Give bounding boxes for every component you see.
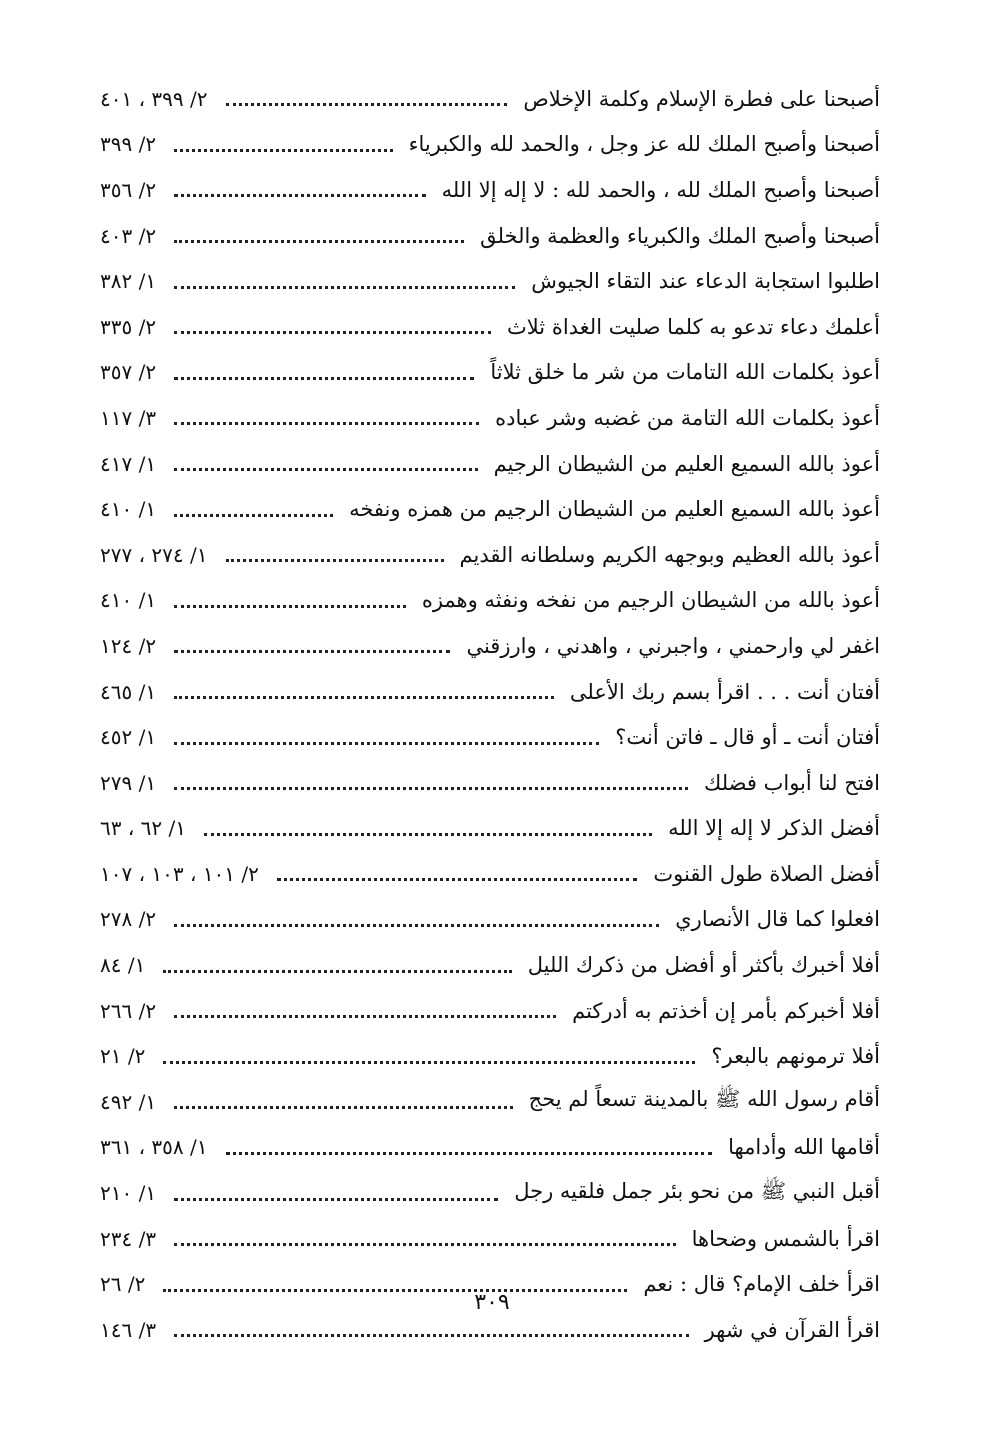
index-entry xyxy=(100,1079,880,1125)
index-entry xyxy=(100,486,880,532)
entry-reference: ١/ ٤١٧ xyxy=(100,451,157,476)
leader-dots xyxy=(204,833,652,836)
index-entry xyxy=(100,1170,880,1216)
entry-text: اقرأ القرآن في شهر xyxy=(704,1317,880,1342)
leader-dots xyxy=(277,878,637,881)
entry-reference: ١/ ٢١٠ xyxy=(100,1181,157,1206)
leader-dots xyxy=(226,559,444,562)
entry-reference: ٢/ ٣٥٦ xyxy=(100,177,157,202)
leader-dots xyxy=(174,742,599,745)
entry-text: أفتان أنت ـ أو قال ـ فاتن أنت؟ xyxy=(615,725,880,750)
entry-reference: ١/ ٤٥٢ xyxy=(100,725,157,750)
leader-dots xyxy=(174,377,474,380)
entry-text: أفضل الذكر لا إله إلا الله xyxy=(668,816,880,841)
index-entry xyxy=(100,532,880,578)
leader-dots xyxy=(174,605,406,608)
index-entry xyxy=(100,714,880,760)
leader-dots xyxy=(174,468,477,471)
entry-reference: ٣/ ٢٣٤ xyxy=(100,1226,157,1251)
index-entry xyxy=(100,1216,880,1262)
entry-text: أصبحنا وأصبح الملك والكبرياء والعظمة والخلق xyxy=(480,223,880,248)
leader-dots xyxy=(174,1015,556,1018)
leader-dots xyxy=(174,696,554,699)
entry-text: أعوذ بكلمات الله التامة من غضبه وشر عباده xyxy=(495,405,880,430)
entry-text: اقرأ خلف الإمام؟ قال : نعم xyxy=(643,1272,880,1297)
entry-reference: ٢/ ٣٩٩ ، ٤٠١ xyxy=(100,86,208,111)
entry-reference: ٣/ ١١٧ xyxy=(100,405,157,430)
leader-dots xyxy=(226,1152,713,1155)
index-entry xyxy=(100,988,880,1034)
index-entry xyxy=(100,122,880,168)
index-entry xyxy=(100,258,880,304)
leader-dots xyxy=(174,422,479,425)
entry-text: أصبحنا وأصبح الملك لله ، والحمد لله : لا إله إلا الله xyxy=(441,177,880,202)
leader-dots xyxy=(163,970,511,973)
leader-dots xyxy=(174,149,393,152)
leader-dots xyxy=(174,1106,513,1109)
index-entry xyxy=(100,1033,880,1079)
index-entry xyxy=(100,213,880,259)
entry-text: أعلمك دعاء تدعو به كلما صليت الغداة ثلاث xyxy=(507,314,880,339)
index-entry xyxy=(100,395,880,441)
index-entry xyxy=(100,441,880,487)
index-entry xyxy=(100,623,880,669)
entry-text: أعوذ بالله السميع العليم من الشيطان الرجيم من همزه ونفخه xyxy=(349,497,880,522)
index-entry xyxy=(100,760,880,806)
leader-dots xyxy=(174,650,450,653)
entry-reference: ١/ ٤٦٥ xyxy=(100,679,157,704)
index-list xyxy=(100,76,880,1353)
entry-text: أفلا ترمونهم بالبعر؟ xyxy=(711,1044,880,1069)
entry-reference: ٢/ ١٠١ ، ١٠٣ ، ١٠٧ xyxy=(100,861,259,886)
leader-dots xyxy=(226,103,508,106)
entry-text: اقرأ بالشمس وضحاها xyxy=(691,1226,880,1251)
index-entry xyxy=(100,350,880,396)
entry-text: أقبل النبي ﷺ من نحو بئر جمل فلقيه رجل xyxy=(514,1178,880,1203)
entry-reference: ٢/ ٤٠٣ xyxy=(100,223,157,248)
entry-text: أفلا أخبركم بأمر إن أخذتم به أدركتم xyxy=(572,998,880,1023)
index-entry xyxy=(100,1125,880,1171)
entry-text: أصبحنا وأصبح الملك لله عز وجل ، والحمد لله والكبرياء xyxy=(408,132,880,157)
index-entry xyxy=(100,942,880,988)
entry-text: أقامها الله وأدامها xyxy=(728,1135,880,1160)
leader-dots xyxy=(163,1061,695,1064)
entry-reference: ١/ ٢٧٩ xyxy=(100,770,157,795)
leader-dots xyxy=(174,1334,688,1337)
entry-text: أقام رسول الله ﷺ بالمدينة تسعاً لم يحج xyxy=(528,1087,880,1112)
entry-reference: ١/ ٨٤ xyxy=(100,953,146,978)
leader-dots xyxy=(174,924,659,927)
entry-reference: ١/ ٤١٠ xyxy=(100,588,157,613)
entry-reference: ٢/ ٣٣٥ xyxy=(100,314,157,339)
entry-reference: ٢/ ٢٧٨ xyxy=(100,907,157,932)
entry-reference: ١/ ٤٩٢ xyxy=(100,1089,157,1114)
entry-reference: ١/ ٣٥٨ ، ٣٦١ xyxy=(100,1135,208,1160)
entry-reference: ١/ ٦٢ ، ٦٣ xyxy=(100,816,186,841)
entry-text: أعوذ بكلمات الله التامات من شر ما خلق ثلاثاً xyxy=(490,360,880,385)
index-entry xyxy=(100,76,880,122)
entry-text: اطلبوا استجابة الدعاء عند التقاء الجيوش xyxy=(531,269,880,294)
entry-text: أفلا أخبرك بأكثر أو أفضل من ذكرك الليل xyxy=(527,953,880,978)
entry-reference: ٢/ ٢٦٦ xyxy=(100,998,157,1023)
entry-text: أعوذ بالله العظيم وبوجهه الكريم وسلطانه القديم xyxy=(459,542,880,567)
entry-reference: ١/ ٤١٠ xyxy=(100,497,157,522)
entry-text: افعلوا كما قال الأنصاري xyxy=(675,907,880,932)
entry-text: افتح لنا أبواب فضلك xyxy=(704,770,880,795)
entry-text: أفتان أنت . . . اقرأ بسم ربك الأعلى xyxy=(569,679,880,704)
leader-dots xyxy=(174,240,464,243)
index-entry xyxy=(100,851,880,897)
leader-dots xyxy=(174,194,426,197)
entry-text: أفضل الصلاة طول القنوت xyxy=(653,861,880,886)
entry-reference: ٢/ ٢١ xyxy=(100,1044,146,1069)
entry-text: اغفر لي وارحمني ، واجبرني ، واهدني ، وارزقني xyxy=(466,633,880,658)
leader-dots xyxy=(174,286,515,289)
entry-reference: ١/ ٣٨٢ xyxy=(100,269,157,294)
entry-text: أعوذ بالله السميع العليم من الشيطان الرجيم xyxy=(493,451,880,476)
entry-reference: ١/ ٢٧٤ ، ٢٧٧ xyxy=(100,542,208,567)
entry-text: أعوذ بالله من الشيطان الرجيم من نفخه ونفثه وهمزه xyxy=(421,588,880,613)
index-entry xyxy=(100,304,880,350)
entry-reference: ٢/ ٢٦ xyxy=(100,1272,146,1297)
entry-text: أصبحنا على فطرة الإسلام وكلمة الإخلاص xyxy=(523,86,880,111)
index-entry xyxy=(100,578,880,624)
entry-reference: ٢/ ٣٩٩ xyxy=(100,132,157,157)
leader-dots xyxy=(174,1243,676,1246)
entry-reference: ٢/ ٣٥٧ xyxy=(100,360,157,385)
page-number: ٣٠٩ xyxy=(474,1290,510,1315)
index-entry xyxy=(100,669,880,715)
index-entry xyxy=(100,806,880,852)
index-entry xyxy=(100,897,880,943)
leader-dots xyxy=(174,331,491,334)
leader-dots xyxy=(174,1198,498,1201)
leader-dots xyxy=(174,514,333,517)
entry-reference: ٢/ ١٢٤ xyxy=(100,633,157,658)
leader-dots xyxy=(174,787,688,790)
entry-reference: ٣/ ١٤٦ xyxy=(100,1317,157,1342)
index-entry xyxy=(100,167,880,213)
